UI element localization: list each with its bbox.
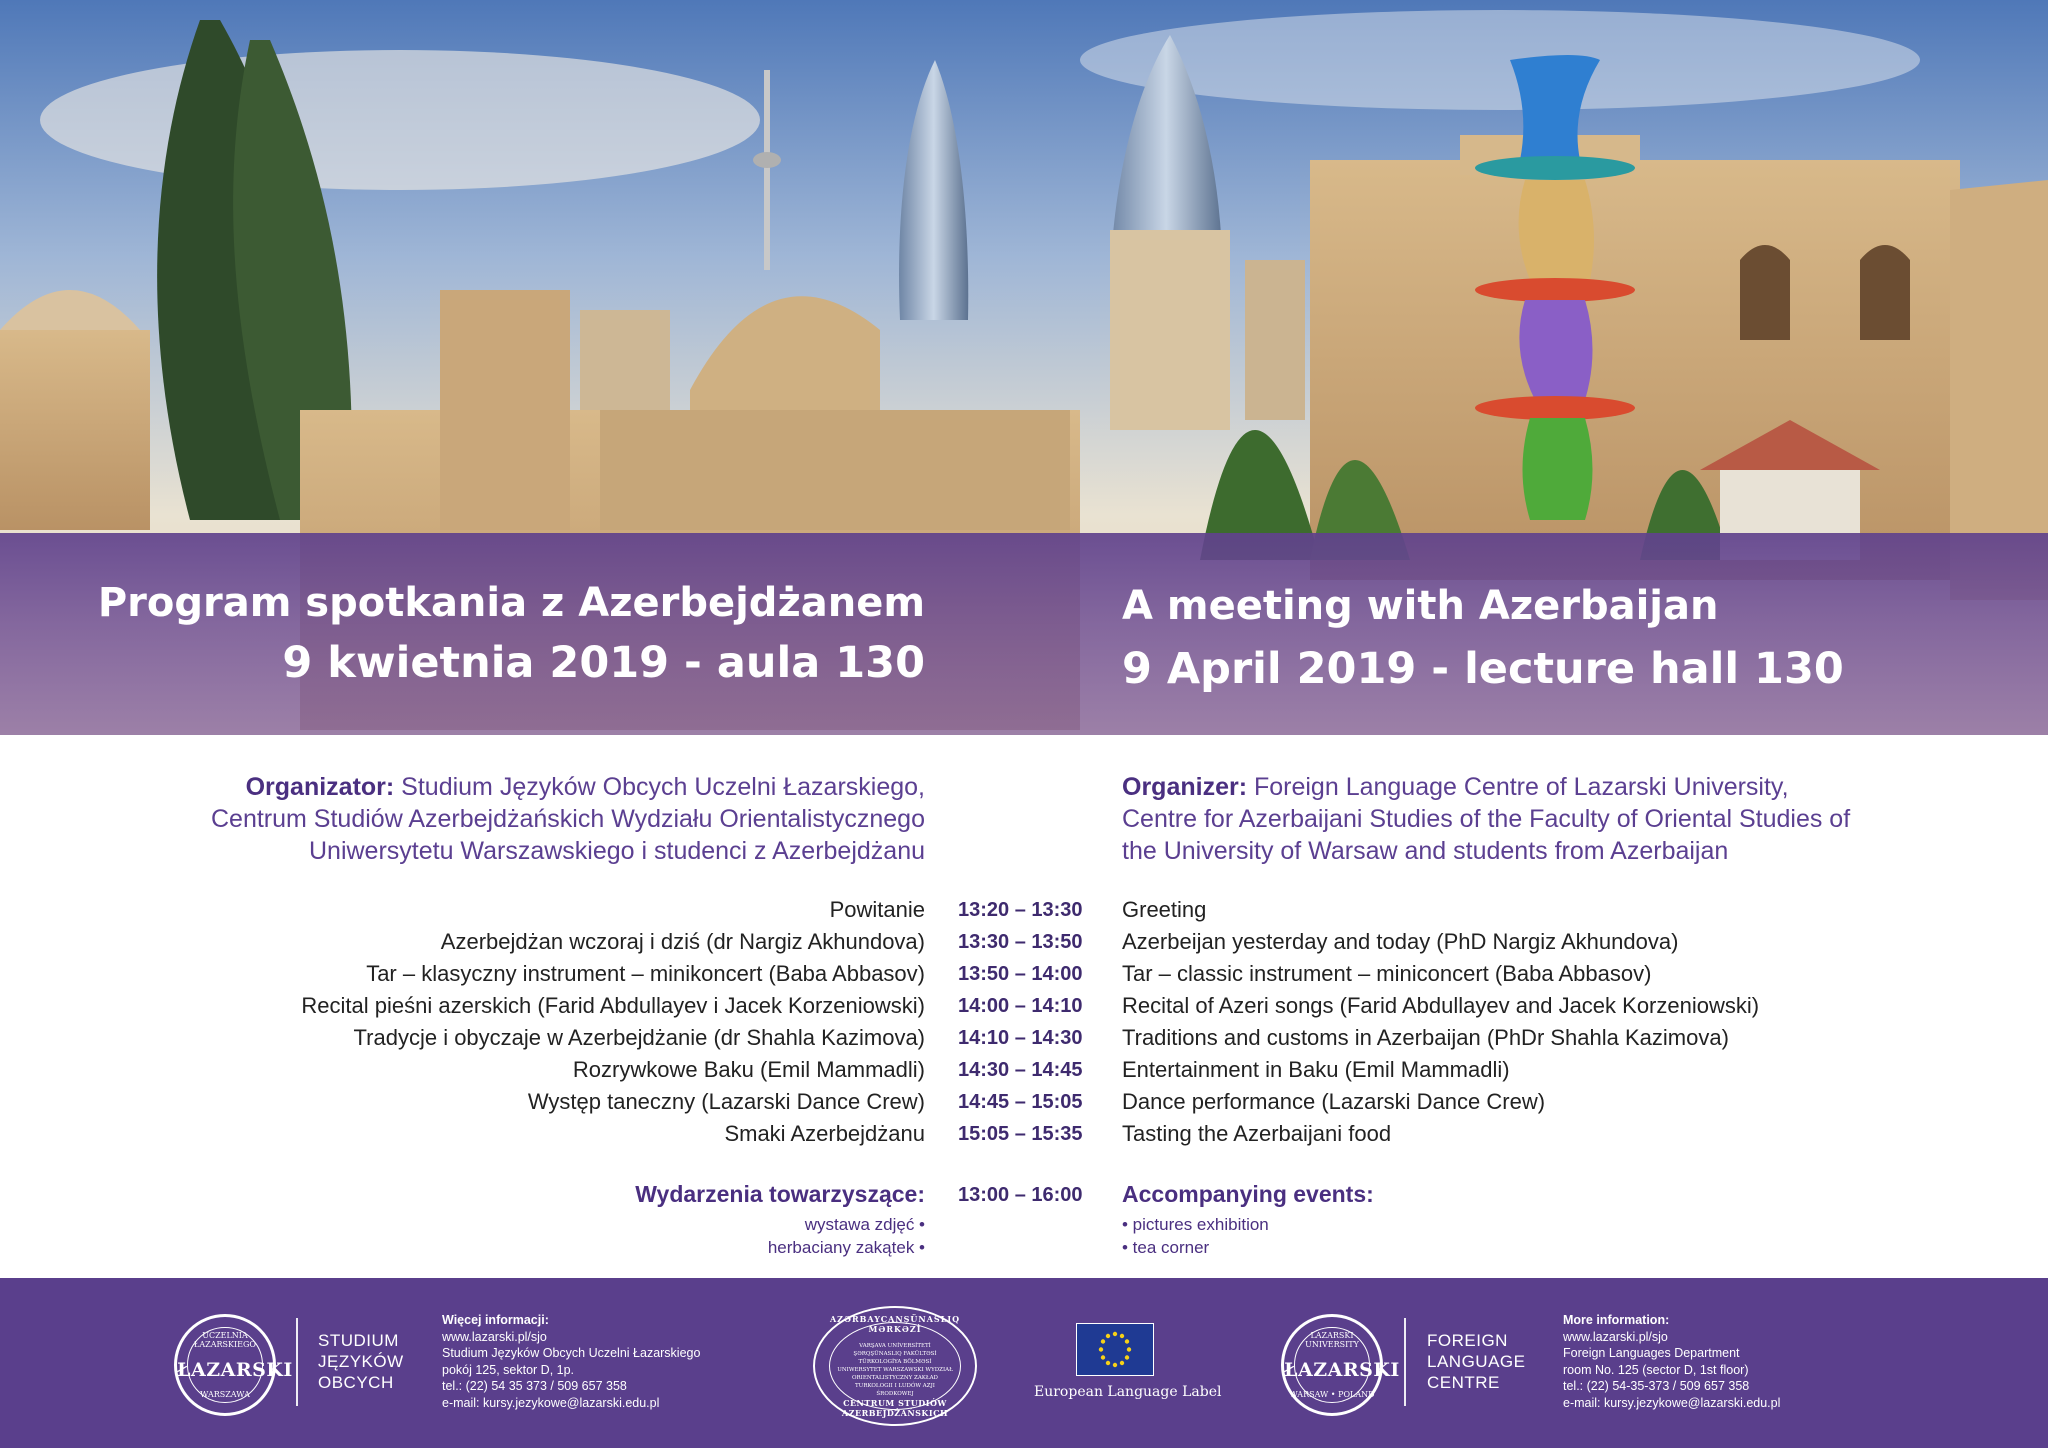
schedule-time: 14:00 – 14:10: [958, 995, 1083, 1017]
en-accompanying-item: • pictures exhibition: [1122, 1215, 1269, 1234]
pl-accompanying-item: wystawa zdjęć •: [804, 1215, 925, 1234]
pl-organizer-label: Organizator:: [245, 773, 395, 801]
contact-heading: Więcej informacji:: [442, 1313, 549, 1327]
schedule-item-pl: Recital pieśni azerskich (Farid Abdullayev i Jacek Korzeniowski): [301, 993, 925, 1018]
title-band: [0, 533, 2048, 735]
schedule-item-pl: Powitanie: [829, 897, 925, 922]
en-accompanying-heading: Accompanying events:: [1122, 1181, 1374, 1207]
contact-line: room No. 125 (sector D, 1st floor): [1563, 1362, 1749, 1377]
european-language-label: European Language Label: [1034, 1384, 1222, 1400]
contact-line: tel.: (22) 54 35 373 / 509 657 358: [442, 1379, 627, 1393]
schedule-item-en: Traditions and customs in Azerbaijan (PhDr Shahla Kazimova): [1122, 1025, 1729, 1050]
lazarski-university-seal-logo: [174, 1314, 293, 1416]
en-event-date: 9 April 2019 - lecture hall 130: [1122, 644, 1844, 694]
schedule-time: 13:20 – 13:30: [958, 899, 1083, 921]
schedule-time: 14:10 – 14:30: [958, 1027, 1083, 1049]
pl-organizer-block: [211, 771, 925, 867]
schedule-item-en: Entertainment in Baku (Emil Mammadli): [1122, 1057, 1510, 1082]
schedule-row: [0, 961, 2048, 993]
schedule-item-en: Tasting the Azerbaijani food: [1122, 1121, 1392, 1146]
en-contact-info: [1563, 1312, 1780, 1411]
lazarski-university-seal-logo: [1281, 1314, 1400, 1416]
schedule-item-en: Dance performance (Lazarski Dance Crew): [1122, 1089, 1546, 1114]
schedule-item-pl: Występ taneczny (Lazarski Dance Crew): [527, 1089, 925, 1114]
contact-line[interactable]: e-mail: kursy.jezykowe@lazarski.edu.pl: [1563, 1395, 1781, 1410]
unit-line: FOREIGN: [1427, 1331, 1508, 1350]
foreign-language-centre-name: [1427, 1330, 1525, 1393]
seal-ring-text: WARSAW • POLAND: [1289, 1390, 1375, 1399]
schedule-row: [0, 897, 2048, 929]
pl-organizer-line-3: Uniwersytetu Warszawskiego i studenci z Azerbejdżanu: [308, 837, 925, 865]
en-page-title: A meeting with Azerbaijan: [1122, 583, 1719, 629]
schedule-row: [0, 993, 2048, 1025]
contact-line: Studium Języków Obcych Uczelni Łazarskiego: [442, 1346, 701, 1360]
unit-line: CENTRE: [1427, 1373, 1500, 1392]
schedule-item-en: Azerbeijan yesterday and today (PhD Nargiz Akhundova): [1122, 929, 1679, 954]
seal-name: ŁAZARSKI: [177, 1359, 293, 1381]
schedule-time: 13:50 – 14:00: [958, 963, 1083, 985]
seal-name: ŁAZARSKI: [1284, 1359, 1400, 1381]
en-accompanying-item: • tea corner: [1122, 1238, 1210, 1257]
pl-contact-info: [442, 1312, 700, 1411]
pl-page-title: Program spotkania z Azerbejdżanem: [97, 580, 925, 626]
seal-ring-text: UCZELNIA ŁAZARSKIEGO: [194, 1331, 256, 1349]
contact-line[interactable]: www.lazarski.pl/sjo: [1563, 1329, 1668, 1344]
schedule-item-en: Recital of Azeri songs (Farid Abdullayev and Jacek Korzeniowski): [1122, 993, 1760, 1018]
schedule-row: [0, 1057, 2048, 1089]
seal-ring-text: LAZARSKI UNIVERSITY: [1305, 1331, 1359, 1349]
eu-flag-icon: [1076, 1323, 1154, 1376]
schedule-item-pl: Tar – klasyczny instrument – minikoncert (Baba Abbasov): [366, 961, 925, 986]
contact-line: pokój 125, sektor D, 1p.: [442, 1362, 575, 1377]
en-organizer-block: [1122, 771, 1850, 867]
en-organizer-line-3: the University of Warsaw and students from Azerbaijan: [1122, 837, 1729, 865]
schedule-row: [0, 929, 2048, 961]
schedule-item-pl: Rozrywkowe Baku (Emil Mammadli): [572, 1057, 925, 1082]
pl-organizer-line-1: Studium Języków Obcych Uczelni Łazarskiego,: [394, 773, 925, 801]
seal-ring-text: CENTRUM STUDIÓW AZERBEJDŻAŃSKICH: [841, 1398, 949, 1418]
unit-line: STUDIUM: [318, 1331, 399, 1350]
pl-accompanying-heading: Wydarzenia towarzyszące:: [635, 1181, 925, 1207]
schedule-time: 13:30 – 13:50: [958, 931, 1083, 953]
schedule-row: [0, 1089, 2048, 1121]
contact-line[interactable]: e-mail: kursy.jezykowe@lazarski.edu.pl: [442, 1395, 660, 1410]
unit-line: JĘZYKÓW: [318, 1352, 404, 1371]
seal-ring-text: AZƏRBAYCANŞÜNASLIQ MƏRKƏZİ: [829, 1314, 961, 1334]
pl-accompanying-item: herbaciany zakątek •: [767, 1238, 925, 1257]
schedule-item-en: Tar – classic instrument – miniconcert (Baba Abbasov): [1122, 961, 1652, 986]
footer-separator: [1404, 1318, 1406, 1406]
pl-event-date: 9 kwietnia 2019 - aula 130: [282, 638, 925, 688]
schedule-row: [0, 1025, 2048, 1057]
contact-line: Foreign Languages Department: [1563, 1346, 1740, 1360]
unit-line: LANGUAGE: [1427, 1352, 1526, 1371]
schedule-row: [0, 1121, 2048, 1153]
azerbaijani-studies-centre-seal-logo: [813, 1306, 977, 1426]
contact-line[interactable]: www.lazarski.pl/sjo: [442, 1329, 547, 1344]
accompanying-time: 13:00 – 16:00: [958, 1184, 1083, 1206]
studium-unit-name: [318, 1330, 404, 1393]
en-organizer-label: Organizer:: [1122, 773, 1248, 801]
unit-line: OBCYCH: [318, 1373, 394, 1392]
seal-ring-text: WARSZAWA: [200, 1390, 250, 1399]
schedule-time: 15:05 – 15:35: [958, 1123, 1083, 1145]
contact-line: tel.: (22) 54-35-373 / 509 657 358: [1563, 1379, 1750, 1393]
en-organizer-line-2: Centre for Azerbaijani Studies of the Faculty of Oriental Studies of: [1122, 805, 1851, 833]
schedule-item-pl: Azerbejdżan wczoraj i dziś (dr Nargiz Akhundova): [440, 929, 925, 954]
footer-separator: [296, 1318, 298, 1406]
pl-organizer-line-2: Centrum Studiów Azerbejdżańskich Wydziału Orientalistycznego: [211, 805, 925, 833]
schedule-item-en: Greeting: [1122, 897, 1207, 922]
en-organizer-line-1: Foreign Language Centre of Lazarski University,: [1247, 773, 1789, 801]
schedule-time: 14:45 – 15:05: [958, 1091, 1083, 1113]
schedule-item-pl: Smaki Azerbejdżanu: [724, 1121, 925, 1146]
contact-heading: More information:: [1563, 1313, 1670, 1327]
seal-center-text: VARŞAVA UNİVERSİTETİ ŞƏRQŞÜNASLIQ FAKÜLTƏSİ TÜRKOLOGİYA BÖLMƏSİ UNIWERSYTET WARSZAWSKI WYDZIAŁ ORIENTALISTYCZNY ZAKŁAD TURKOLOGII I LUDÓW AZJI ŚRODKOWEJ: [837, 1343, 953, 1397]
schedule-item-pl: Tradycje i obyczaje w Azerbejdżanie (dr Shahla Kazimova): [353, 1025, 925, 1050]
schedule-time: 14:30 – 14:45: [958, 1059, 1083, 1081]
